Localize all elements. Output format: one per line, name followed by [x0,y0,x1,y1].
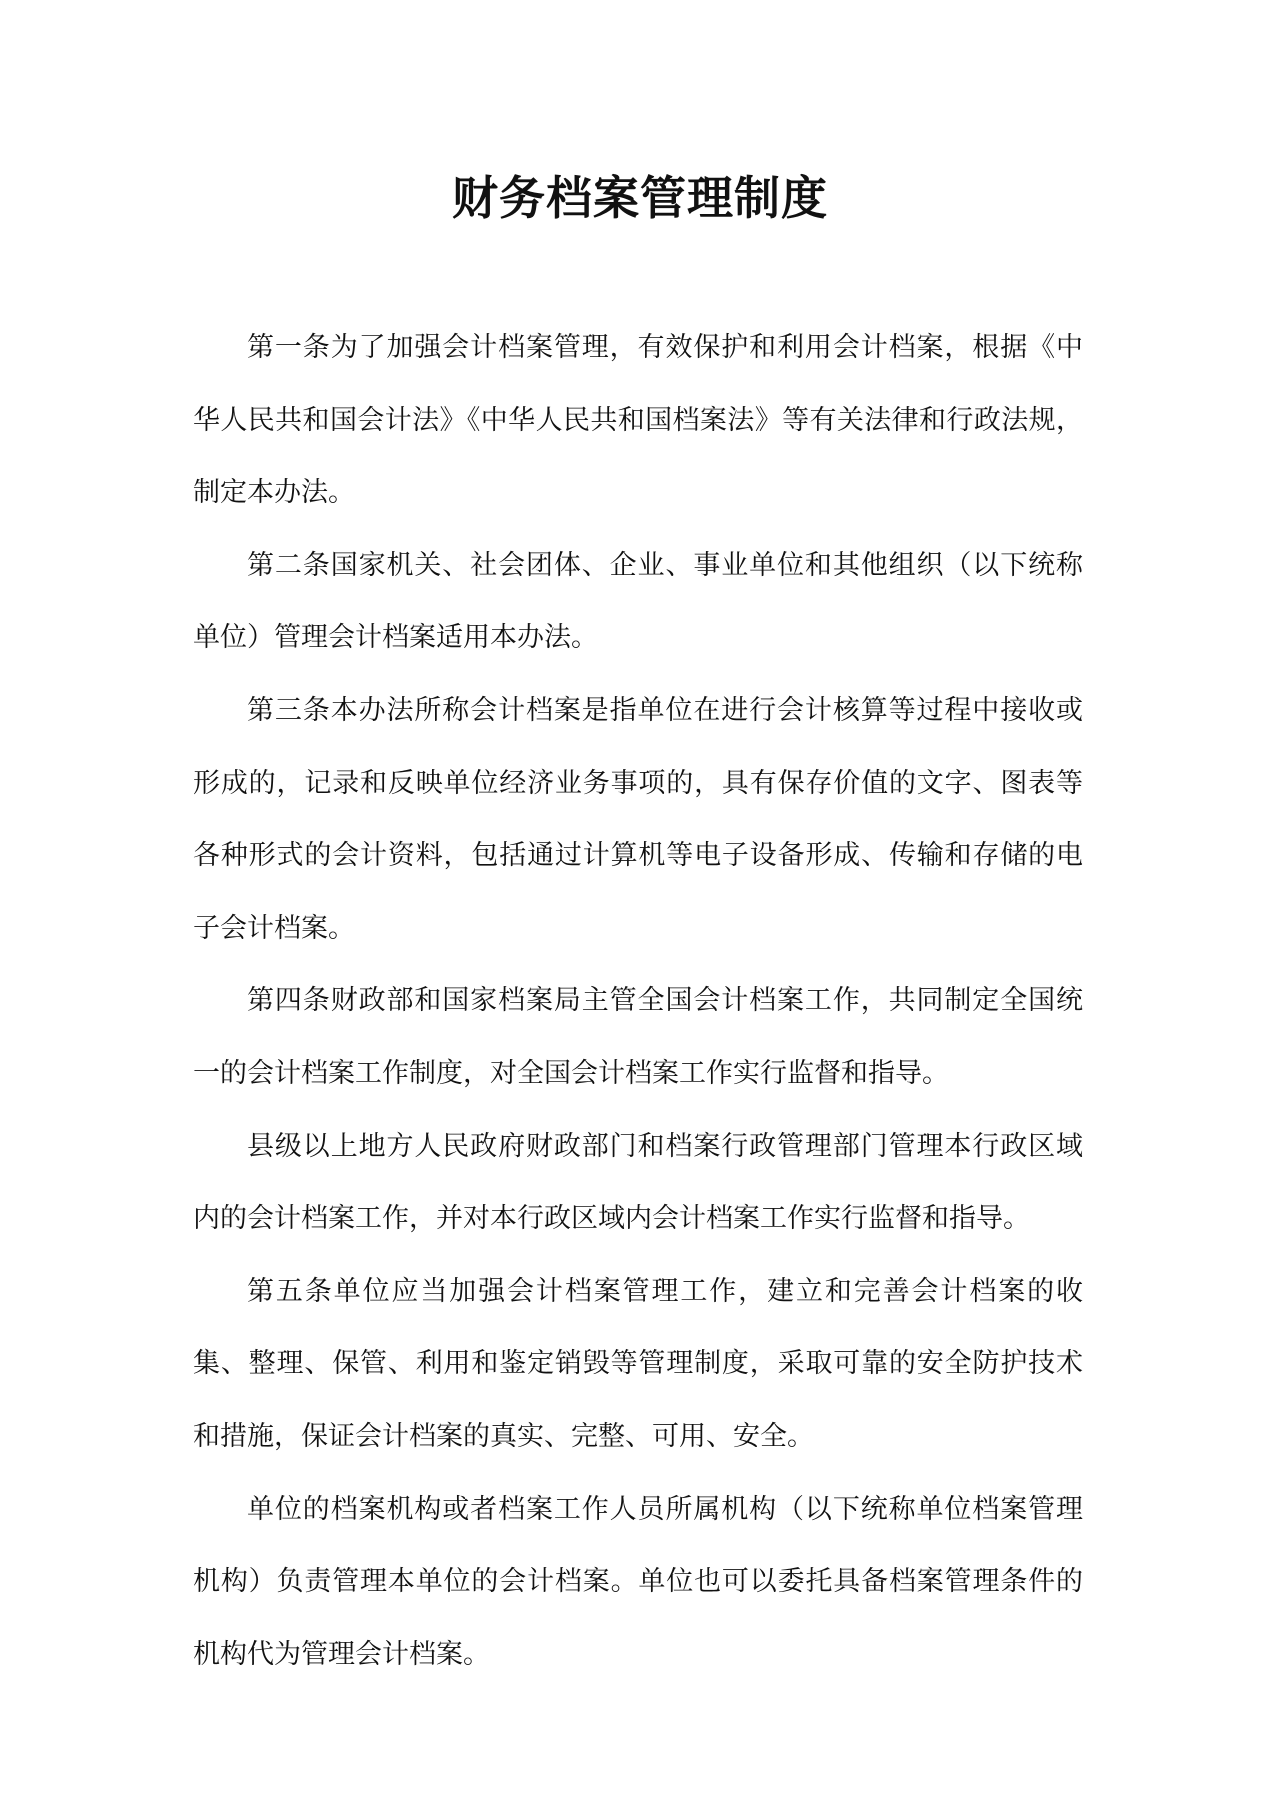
paragraph-article-2: 第二条国家机关、社会团体、企业、事业单位和其他组织（以下统称单位）管理会计档案适用本办法。 [193,549,1083,654]
paragraph-article-4-local: 县级以上地方人民政府财政部门和档案行政管理部门管理本行政区域内的会计档案工作，并对本行政区域内会计档案工作实行监督和指导。 [193,1130,1083,1235]
paragraph-article-4: 第四条财政部和国家档案局主管全国会计档案工作，共同制定全国统一的会计档案工作制度，对全国会计档案工作实行监督和指导。 [193,985,1083,1089]
paragraph-article-1: 第一条为了加强会计档案管理，有效保护和利用会计档案，根据《中华人民共和国会计法》《中华人民共和国档案法》等有关法律和行政法规，制定本办法。 [193,332,1083,509]
document-title: 财务档案管理制度 [452,171,828,225]
paragraph-article-3: 第三条本办法所称会计档案是指单位在进行会计核算等过程中接收或形成的，记录和反映单位经济业务事项的，具有保存价值的文字、图表等各种形式的会计资料，包括通过计算机等电子设备形成、传输和存储的电子会计档案。 [193,694,1083,944]
document-body [193,312,1083,1691]
paragraph-article-5: 第五条单位应当加强会计档案管理工作，建立和完善会计档案的收集、整理、保管、利用和鉴定销毁等管理制度，采取可靠的安全防护技术和措施，保证会计档案的真实、完整、可用、安全。 [193,1275,1083,1452]
paragraph-article-5-agency: 单位的档案机构或者档案工作人员所属机构（以下统称单位档案管理机构）负责管理本单位的会计档案。单位也可以委托具备档案管理条件的机构代为管理会计档案。 [193,1493,1083,1670]
